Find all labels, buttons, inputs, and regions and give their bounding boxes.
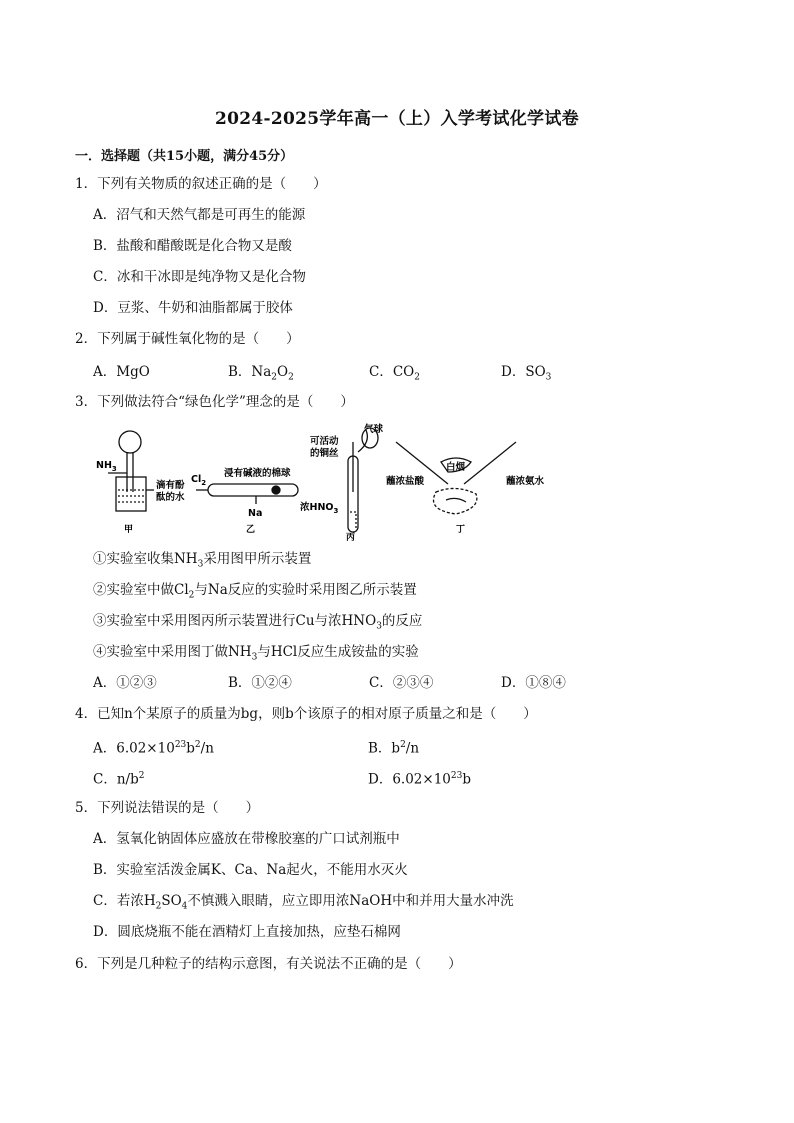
q1-option-c: C．冰和干冰即是纯净物又是化合物 — [93, 269, 306, 285]
svg-text:白烟: 白烟 — [446, 462, 466, 473]
q4-option-b: B．$b^2/n$ — [368, 740, 420, 757]
q1-option-b: B．盐酸和醋酸既是化合物又是酸 — [93, 238, 292, 254]
q4-option-d: D．$6.02\times 10^{23}b$ — [368, 771, 471, 788]
q2-options — [93, 363, 613, 383]
q2-option-d: D．$SO_3$ — [501, 364, 552, 383]
q3-option-a: A．①②③ — [93, 675, 157, 691]
beaker — [116, 477, 146, 511]
section-heading: 一．选择题（共15小题，满分45分） — [75, 149, 294, 164]
q3-stem: 3．下列做法符合“绿色化学”理念的是（ ） — [75, 394, 354, 410]
flask-bulb — [119, 431, 141, 453]
q2-option-c: C．$CO_2$ — [369, 364, 420, 383]
page-title: 2024-2025学年高一（上）入学考试化学试卷 — [215, 109, 579, 129]
svg-text:滴有酚: 滴有酚 — [156, 480, 185, 491]
q4-option-a: A．$6.02\times 10^{23}b^2/n$ — [93, 740, 214, 757]
q5-stem: 5．下列说法错误的是（ ） — [75, 800, 260, 816]
q3-options — [93, 674, 613, 694]
q3-statement-3: ③实验室中采用图丙所示装置进行Cu与浓$HNO_3$的反应 — [93, 613, 423, 632]
q2-option-a: A．MgO — [93, 364, 150, 380]
svg-text:NH3: $NH_3$ — [96, 460, 117, 473]
svg-text:Na: Na — [248, 508, 263, 519]
q5-option-d: D．圆底烧瓶不能在酒精灯上直接加热，应垫石棉网 — [93, 924, 401, 940]
q5-option-c: C．若浓$H_2SO_4$不慎溅入眼睛，应立即用浓NaOH中和并用大量水冲洗 — [93, 893, 514, 912]
svg-text:丁: 丁 — [456, 525, 466, 535]
svg-text:浓HNO3: 浓$HNO_3$ — [300, 502, 339, 515]
q3-statement-1: ①实验室收集$NH_3$采用图甲所示装置 — [93, 551, 312, 570]
q3-option-b: B．①②④ — [228, 675, 292, 691]
svg-text:的铜丝: 的铜丝 — [310, 448, 339, 459]
q4-stem: 4．已知n个某原子的质量为bg，则b个该原子的相对原子质量之和是（ ） — [75, 706, 537, 722]
svg-text:浸有碱液的棉球: 浸有碱液的棉球 — [224, 468, 291, 479]
svg-text:甲: 甲 — [124, 525, 134, 535]
q3-option-c: C．②③④ — [369, 675, 434, 691]
svg-text:可活动: 可活动 — [310, 436, 339, 447]
q1-stem: 1．下列有关物质的叙述正确的是（ ） — [75, 176, 327, 192]
q2-option-b: B．$Na_2O_2$ — [228, 364, 294, 383]
q4-options-row1 — [93, 736, 613, 756]
q2-stem: 2．下列属于碱性氧化物的是（ ） — [75, 331, 300, 347]
q3-statement-2: ②实验室中做$Cl_2$与Na反应的实验时采用图乙所示装置 — [93, 582, 417, 601]
svg-text:气球: 气球 — [364, 424, 384, 435]
svg-text:丙: 丙 — [346, 533, 356, 542]
q4-option-c: C．$n/b^2$ — [93, 771, 145, 788]
svg-text:酞的水: 酞的水 — [156, 492, 185, 503]
svg-text:Cl2: $Cl_2$ — [191, 474, 207, 487]
q4-options-row2 — [93, 767, 613, 787]
svg-text:乙: 乙 — [246, 525, 256, 535]
q3-option-d: D．①⑧④ — [501, 675, 566, 691]
q6-stem: 6．下列是几种粒子的结构示意图，有关说法不正确的是（ ） — [75, 956, 462, 972]
q5-option-b: B．实验室活泼金属K、Ca、Na起火，不能用水灭火 — [93, 862, 408, 878]
svg-text:蘸浓氨水: 蘸浓氨水 — [506, 476, 545, 487]
q1-option-d: D．豆浆、牛奶和油脂都属于胶体 — [93, 300, 293, 316]
svg-text:蘸浓盐酸: 蘸浓盐酸 — [386, 476, 425, 487]
tube-yi — [208, 484, 298, 496]
q1-option-a: A．沼气和天然气都是可再生的能源 — [93, 207, 306, 223]
apparatus-figure — [96, 422, 566, 542]
q3-statement-4: ④实验室中采用图丁做$NH_3$与HCl反应生成铵盐的实验 — [93, 644, 419, 663]
q5-option-a: A．氢氧化钠固体应盛放在带橡胶塞的广口试剂瓶中 — [93, 831, 400, 847]
